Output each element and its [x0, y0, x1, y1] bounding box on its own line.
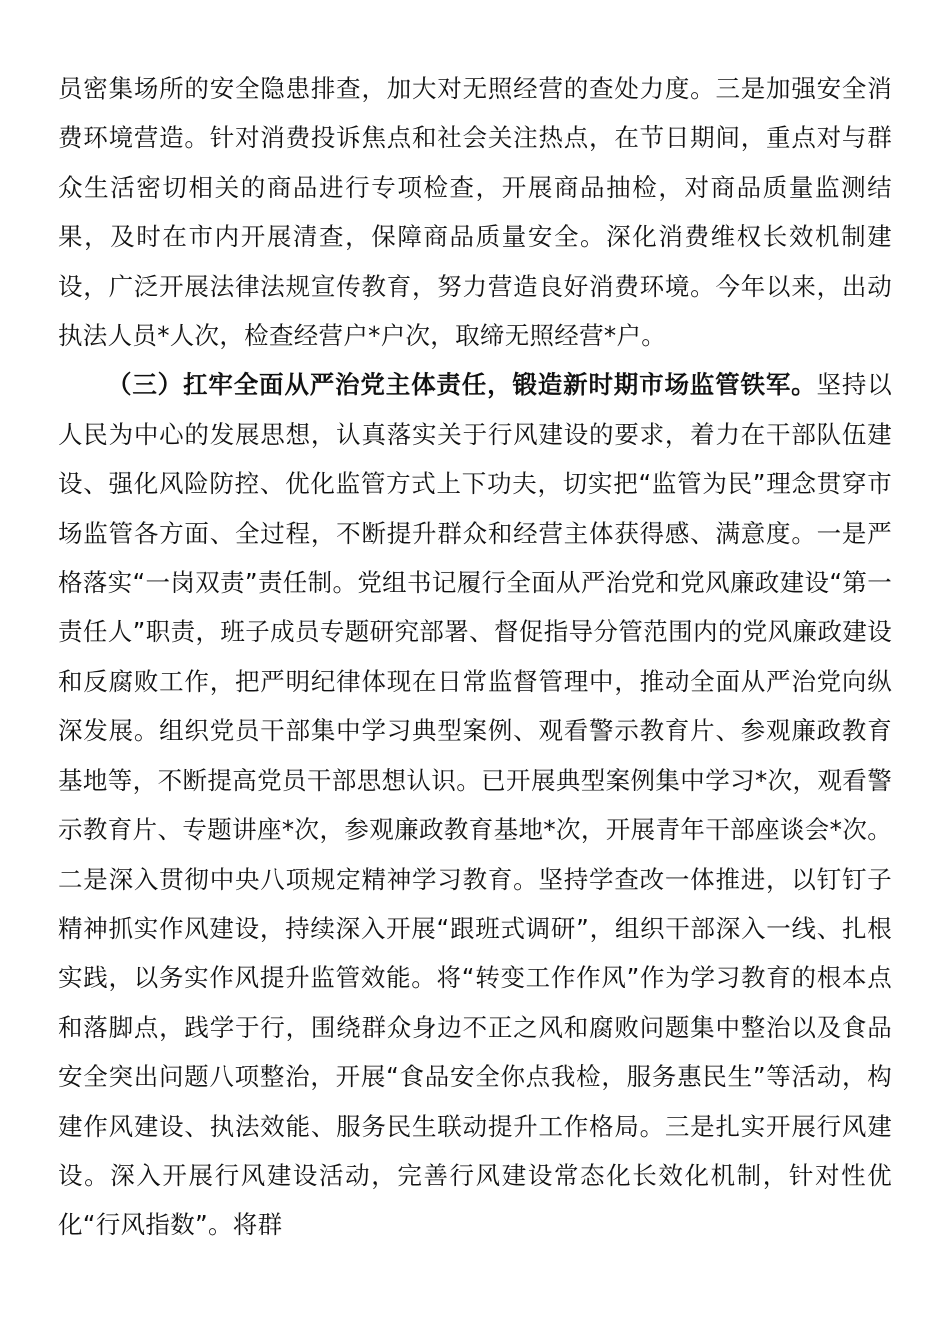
- paragraph-section-3: [58, 360, 892, 1249]
- section-3-heading: （三）扛牢全面从严治党主体责任，锻造新时期市场监管铁军。: [107, 370, 817, 400]
- document-page: [58, 64, 892, 1250]
- section-3-body: 坚持以人民为中心的发展思想，认真落实关于行风建设的要求，着力在干部队伍建设、强化风险防控、优化监管方式上下功夫，切实把“监管为民”理念贯穿市场监管各方面、全过程，不断提升群众和经营主体获得感、满意度。一是严格落实“一岗双责”责任制。党组书记履行全面从严治党和党风廉政建设“第一责任人”职责，班子成员专题研究部署、督促指导分管范围内的党风廉政建设和反腐败工作，把严明纪律体现在日常监督管理中，推动全面从严治党向纵深发展。组织党员干部集中学习典型案例、观看警示教育片、参观廉政教育基地等，不断提高党员干部思想认识。已开展典型案例集中学习*次，观看警示教育片、专题讲座*次，参观廉政教育基地*次，开展青年干部座谈会*次。二是深入贯彻中央八项规定精神学习教育。坚持学查改一体推进，以钉钉子精神抓实作风建设，持续深入开展“跟班式调研”，组织干部深入一线、扎根实践，以务实作风提升监管效能。将“转变工作作风”作为学习教育的根本点和落脚点，践学于行，围绕群众身边不正之风和腐败问题集中整治以及食品安全突出问题八项整治，开展“食品安全你点我检，服务惠民生”等活动，构建作风建设、执法效能、服务民生联动提升工作格局。三是扎实开展行风建设。深入开展行风建设活动，完善行风建设常态化长效化机制，针对性优化“行风指数”。将群: [58, 370, 892, 1240]
- paragraph-consumer-environment: 员密集场所的安全隐患排查，加大对无照经营的查处力度。三是加强安全消费环境营造。针对消费投诉焦点和社会关注热点，在节日期间，重点对与群众生活密切相关的商品进行专项检查，开展商品抽检，对商品质量监测结果，及时在市内开展清查，保障商品质量安全。深化消费维权长效机制建设，广泛开展法律法规宣传教育，努力营造良好消费环境。今年以来，出动执法人员*人次，检查经营户*户次，取缔无照经营*户。: [58, 74, 892, 351]
